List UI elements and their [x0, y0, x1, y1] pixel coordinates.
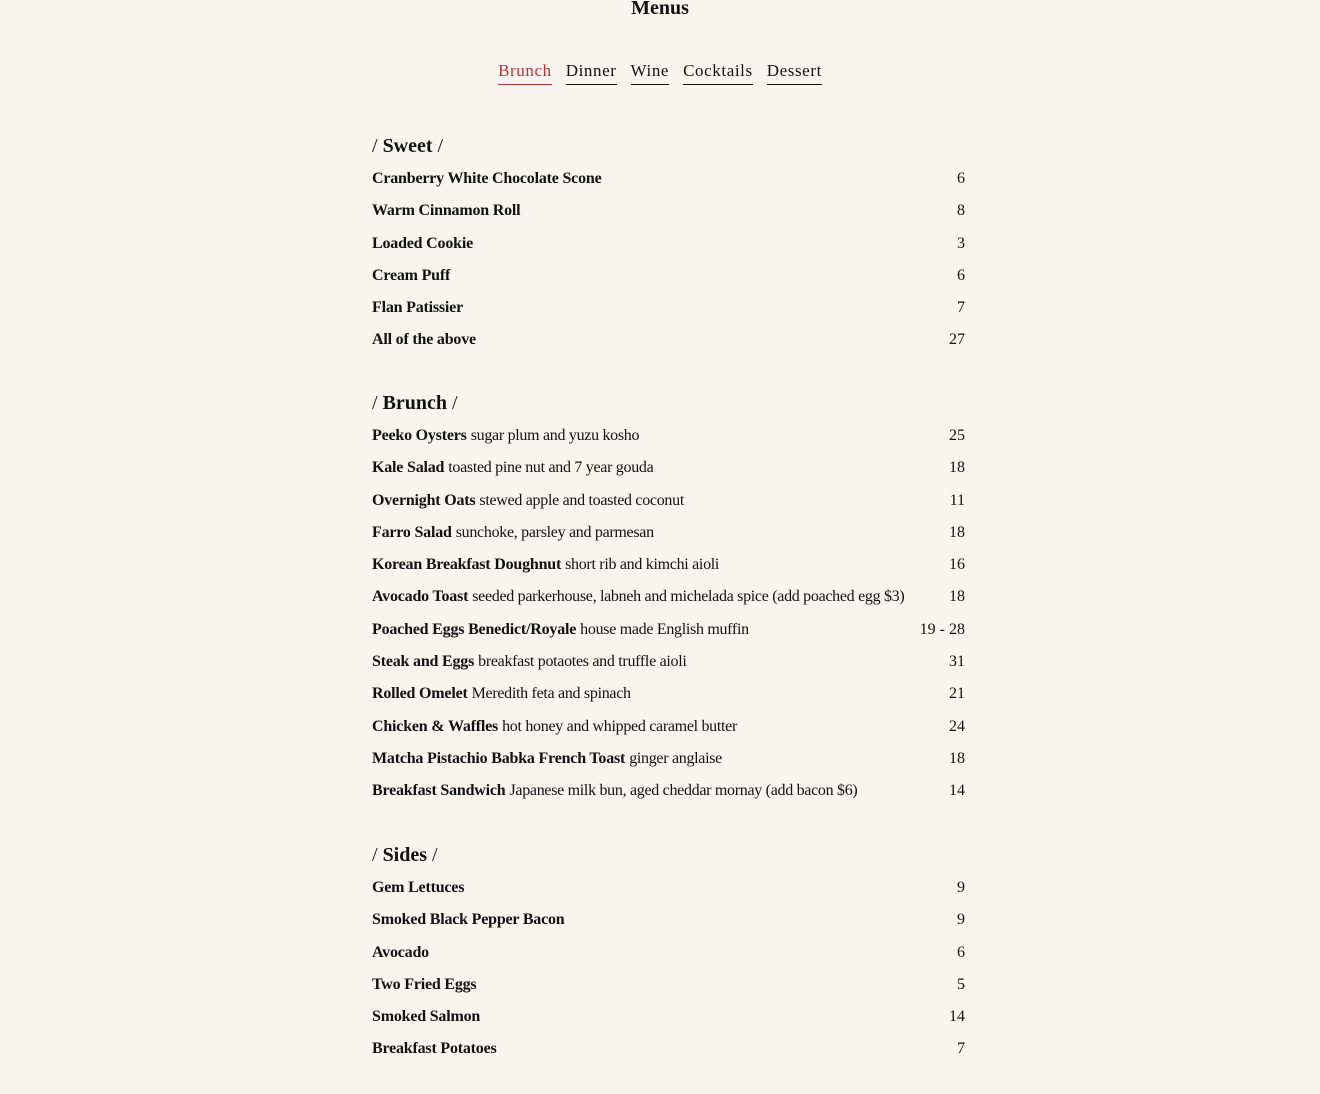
menu-item [372, 490, 965, 522]
item-name: Chicken & Waffles [372, 717, 499, 735]
item-price: 5 [957, 975, 965, 993]
tab-brunch[interactable]: Brunch [498, 60, 552, 85]
item-description: seeded parkerhouse, labneh and michelada spice (add poached egg $3) [472, 588, 905, 606]
item-list [372, 168, 965, 362]
menu-item [372, 297, 965, 329]
item-name: Breakfast Potatoes [372, 1040, 497, 1058]
menu-item [372, 168, 965, 200]
item-name: All of the above [372, 331, 476, 349]
item-description: toasted pine nut and 7 year gouda [448, 459, 654, 477]
item-name: Cranberry White Chocolate Scone [372, 170, 602, 187]
item-name: Gem Lettuces [372, 879, 465, 896]
page-title: Menus [631, 0, 689, 19]
item-price: 14 [949, 1008, 965, 1026]
menu-item [372, 748, 965, 780]
item-name: Avocado [372, 943, 429, 961]
section-title: / Brunch / [372, 392, 458, 414]
item-name: Two Fried Eggs [372, 975, 477, 993]
item-name: Warm Cinnamon Roll [372, 202, 521, 220]
item-name: Loaded Cookie [372, 234, 473, 252]
item-price: 9 [957, 911, 965, 929]
item-price: 3 [957, 234, 965, 252]
item-name: Breakfast Sandwich [372, 782, 506, 800]
item-list [372, 877, 965, 1071]
section-title-text: Brunch [382, 392, 448, 414]
item-name: Rolled Omelet [372, 685, 468, 703]
menu-item [372, 554, 965, 586]
tab-cocktails[interactable]: Cocktails [683, 60, 753, 85]
menu-item [372, 457, 965, 489]
item-price: 25 [949, 427, 965, 444]
item-price: 18 [949, 523, 965, 541]
item-description: sunchoke, parsley and parmesan [455, 523, 654, 541]
menu-item [372, 909, 965, 941]
item-name: Poached Eggs Benedict/Royale [372, 620, 577, 638]
item-name: Flan Patissier [372, 299, 463, 317]
item-description: Japanese milk bun, aged cheddar mornay (add bacon $6) [509, 782, 858, 800]
item-price: 8 [957, 202, 965, 220]
item-name: Farro Salad [372, 523, 452, 541]
item-description: house made English muffin [580, 620, 749, 638]
section-title-text: Sides [382, 844, 428, 866]
item-price: 9 [957, 879, 965, 896]
item-price: 24 [949, 717, 965, 735]
item-price: 7 [957, 1040, 965, 1058]
menu-tabs [0, 60, 1320, 85]
item-name: Peeko Oysters [372, 427, 467, 444]
item-price: 31 [949, 653, 965, 671]
item-name: Smoked Black Pepper Bacon [372, 911, 565, 929]
tab-wine[interactable]: Wine [631, 60, 670, 85]
menu-item [372, 233, 965, 265]
section-sweet [372, 133, 965, 362]
menu-item [372, 716, 965, 748]
item-price: 18 [949, 459, 965, 477]
section-title: / Sweet / [372, 135, 444, 157]
item-description: ginger anglaise [629, 749, 722, 767]
item-price: 27 [949, 331, 965, 349]
menu-item [372, 1006, 965, 1038]
item-name: Kale Salad [372, 459, 445, 477]
menu-item [372, 329, 965, 361]
item-name: Matcha Pistachio Babka French Toast [372, 749, 626, 767]
item-price: 16 [949, 556, 965, 574]
menu-item [372, 877, 965, 909]
menu-item [372, 942, 965, 974]
item-name: Cream Puff [372, 266, 451, 284]
item-price: 18 [949, 749, 965, 767]
item-name: Overnight Oats [372, 491, 476, 509]
menu-item [372, 974, 965, 1006]
item-price: 18 [949, 588, 965, 606]
section-brunch [372, 390, 965, 813]
section-title-text: Sweet [382, 135, 433, 157]
menu-item [372, 522, 965, 554]
item-price: 11 [949, 491, 965, 509]
menu-item [372, 651, 965, 683]
menu-item [372, 683, 965, 715]
item-price: 7 [957, 299, 965, 317]
item-price: 6 [957, 266, 965, 284]
item-name: Smoked Salmon [372, 1008, 481, 1026]
item-price: 21 [949, 685, 965, 703]
item-price: 6 [957, 170, 965, 187]
menu-item [372, 586, 965, 618]
section-title: / Sides / [372, 844, 438, 866]
menu-item [372, 265, 965, 297]
item-description: stewed apple and toasted coconut [479, 491, 684, 509]
tab-dessert[interactable]: Dessert [767, 60, 822, 85]
item-price: 6 [957, 943, 965, 961]
menu-item [372, 780, 965, 812]
menu-item [372, 619, 965, 651]
item-description: hot honey and whipped caramel butter [502, 717, 737, 735]
item-list [372, 425, 965, 813]
item-description: short rib and kimchi aioli [565, 556, 720, 574]
menu-item [372, 425, 965, 457]
item-name: Steak and Eggs [372, 653, 475, 671]
item-description: Meredith feta and spinach [471, 685, 631, 703]
menu-item [372, 200, 965, 232]
item-name: Avocado Toast [372, 588, 469, 606]
menu-item [372, 1038, 965, 1070]
item-price: 14 [949, 782, 965, 800]
item-name: Korean Breakfast Doughnut [372, 556, 562, 574]
item-description: sugar plum and yuzu kosho [470, 427, 640, 444]
section-sides [372, 842, 965, 1071]
item-price: 19 - 28 [919, 620, 965, 638]
tab-dinner[interactable]: Dinner [566, 60, 617, 85]
item-description: breakfast potaotes and truffle aioli [478, 653, 687, 671]
